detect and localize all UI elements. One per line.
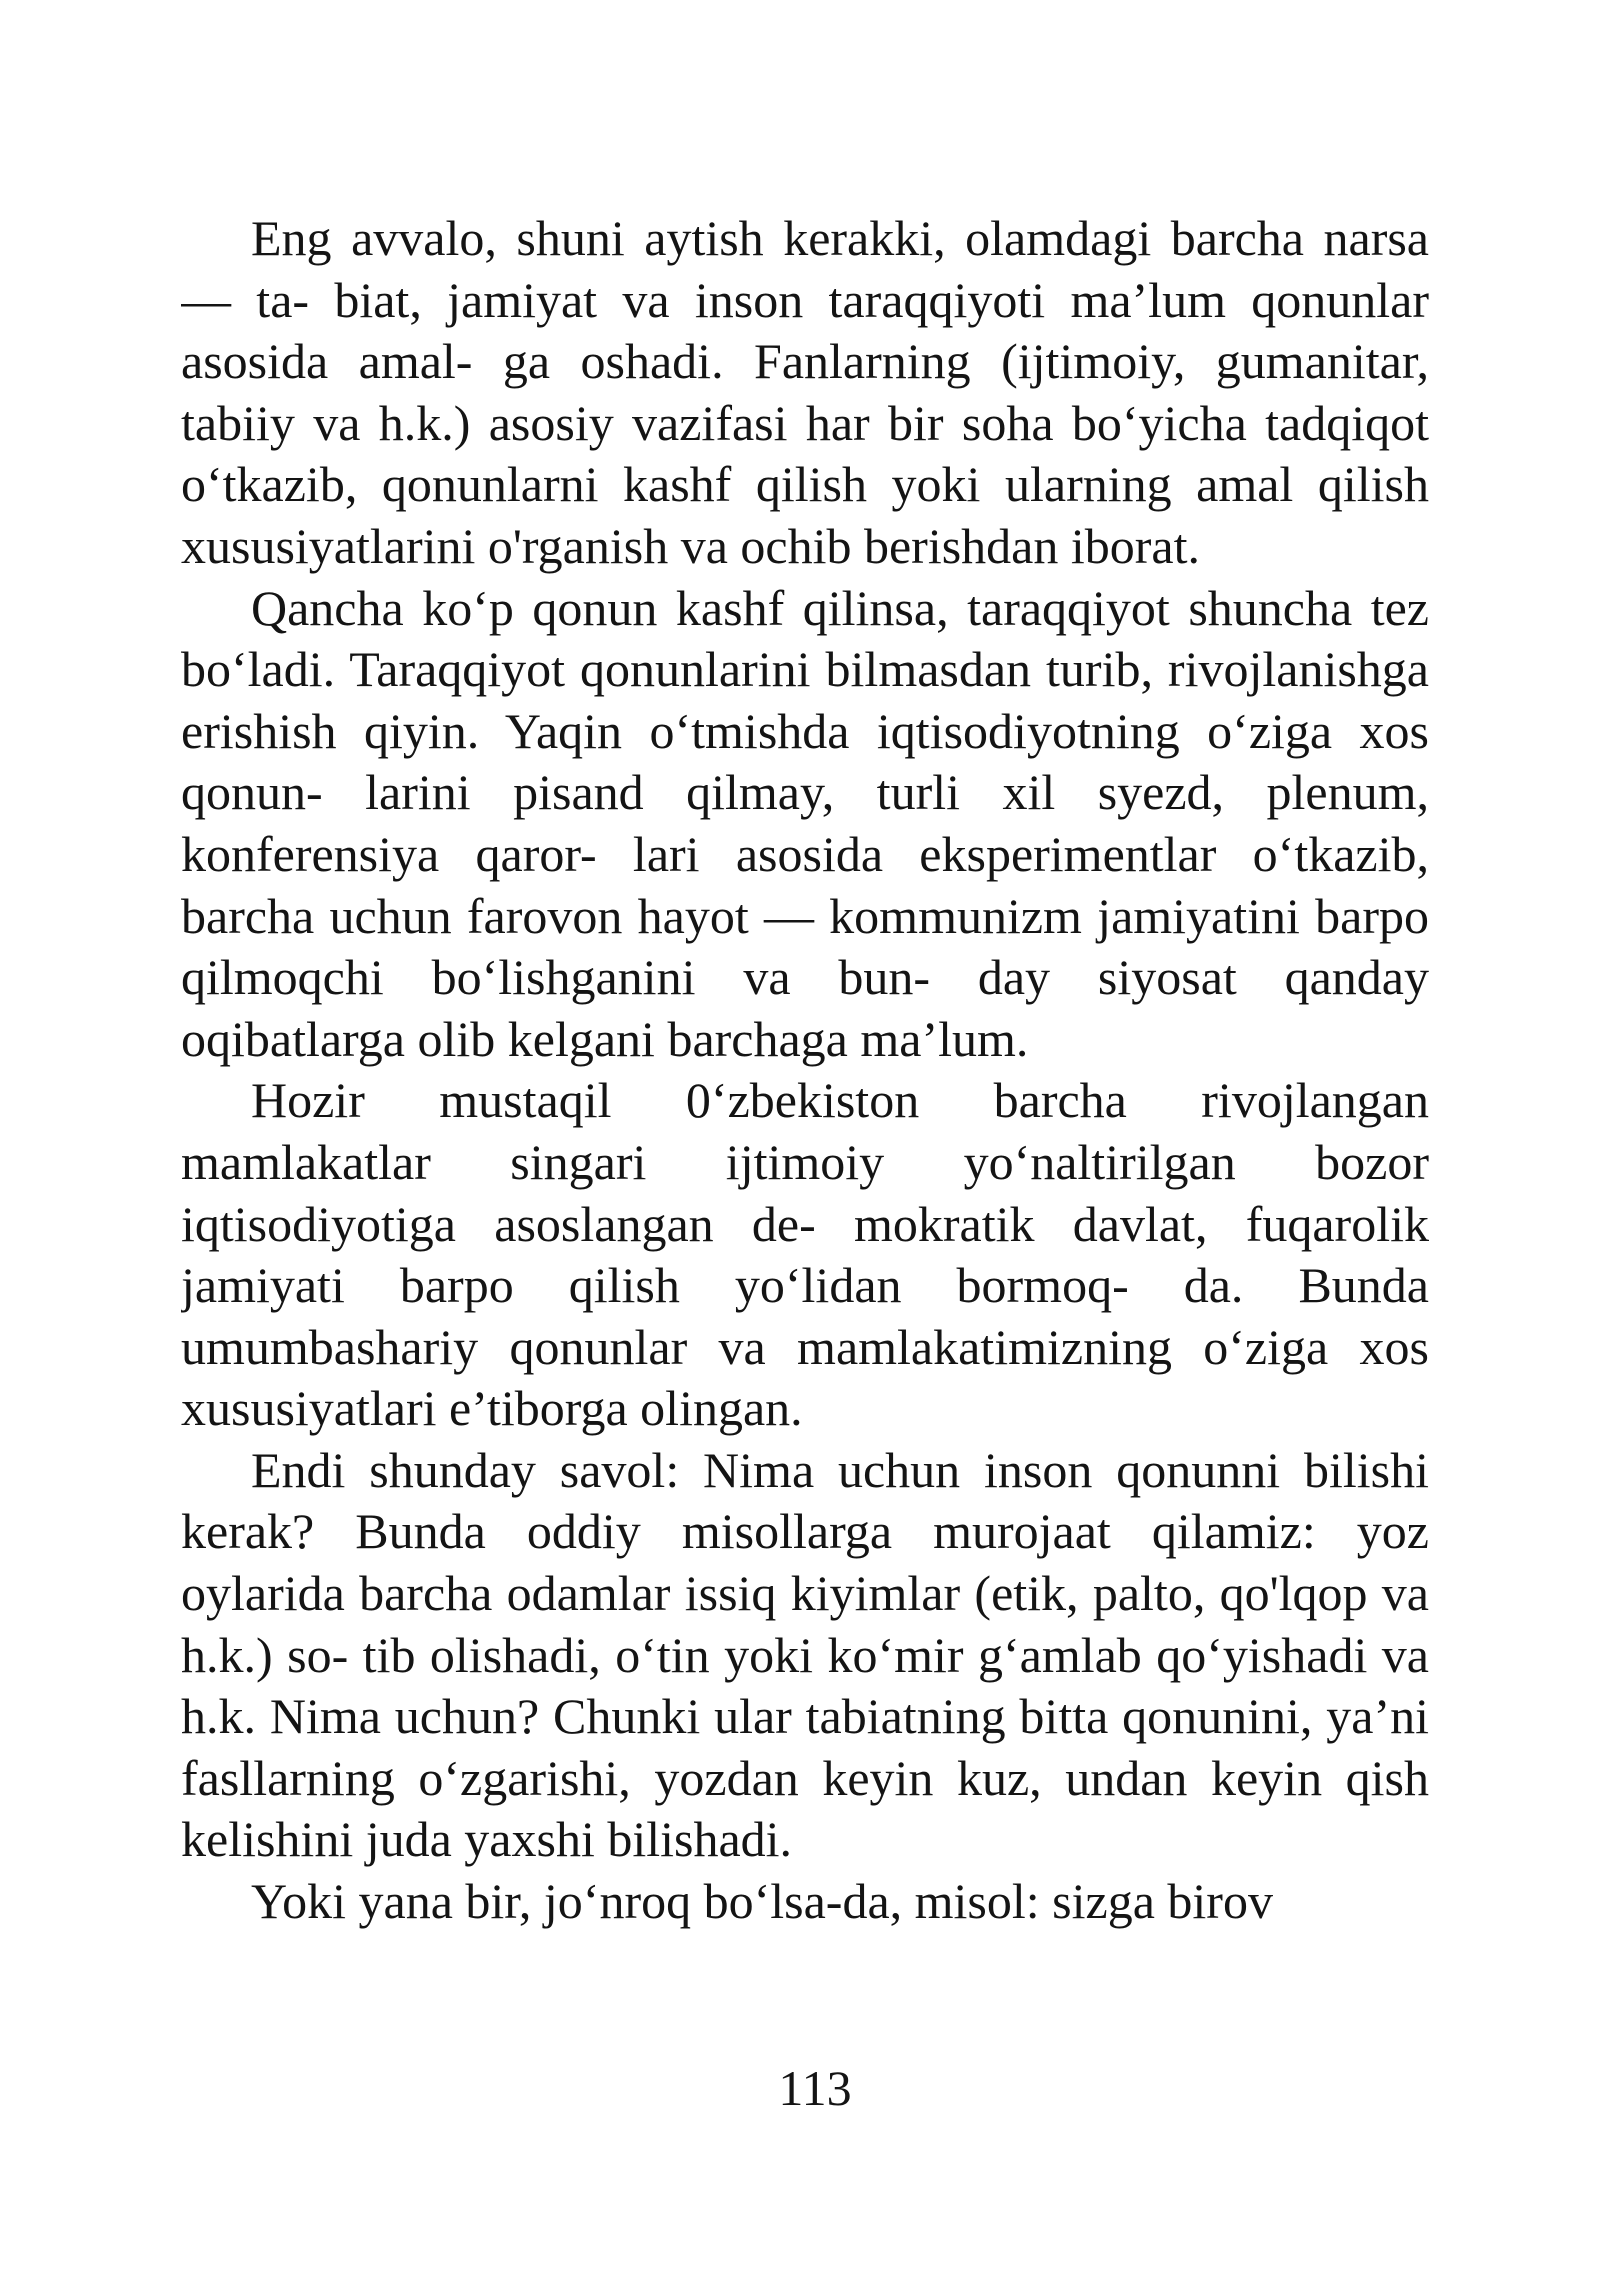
paragraph-2: Qancha ko‘p qonun kashf qilinsa, taraqqiyot shuncha tez bo‘ladi. Taraqqiyot qonunlarini bilmasdan turib, rivojlanishga erishish qiyin. Yaqin o‘tmishda iqtisodiyotning o‘ziga xos qonun- larini pisand qilmay, turli xil syezd, plenum, konferensiya qaror- lari asosida eksperimentlar o‘tkazib, barcha uchun farovon hayot — kommunizm jamiyatini barpo qilmoqchi bo‘lishganini va bun- day siyosat qanday oqibatlarga olib kelgani barchaga ma’lum. bbox=[181, 579, 1429, 1067]
body-text bbox=[181, 208, 1429, 2038]
paragraph-4: Endi shunday savol: Nima uchun inson qonunni bilishi kerak? Bunda oddiy misollarga murojaat qilamiz: yoz oylarida barcha odamlar issiq kiyimlar (etik, palto, qo'lqop va h.k.) so- tib olishadi, o‘tin yoki ko‘mir g‘amlab qo‘yishadi va h.k. Nima uchun? Chunki ular tabiatning bitta qonunini, ya’ni fasllarning o‘zgarishi, yozdan keyin kuz, undan keyin qish kelishini juda yaxshi bilishadi. bbox=[181, 1441, 1429, 1868]
page-number: 113 bbox=[778, 2060, 852, 2116]
paragraph-1: Eng avvalo, shuni aytish kerakki, olamdagi barcha narsa — ta- biat, jamiyat va inson taraqqiyoti ma’lum qonunlar asosida amal- ga oshadi. Fanlarning (ijtimoiy, gumanitar, tabiiy va h.k.) asosiy vazifasi har bir soha bo‘yicha tadqiqot o‘tkazib, qonunlarni kashf qilish yoki ularning amal qilish xususiyatlarini o'rganish va ochib berishdan iborat. bbox=[181, 210, 1429, 574]
paragraph-3: Hozir mustaqil 0‘zbekiston barcha rivojlangan mamlakatlar singari ijtimoiy yo‘naltirilgan bozor iqtisodiyotiga asoslangan de- mokratik davlat, fuqarolik jamiyati barpo qilish yo‘lidan bormoq- da. Bunda umumbashariy qonunlar va mamlakatimizning o‘ziga xos xususiyatlari e’tiborga olingan. bbox=[181, 1072, 1429, 1437]
paragraph-5-partial: Yoki yana bir, jo‘nroq bo‘lsa-da, misol: sizga birov bbox=[251, 1873, 1273, 1930]
